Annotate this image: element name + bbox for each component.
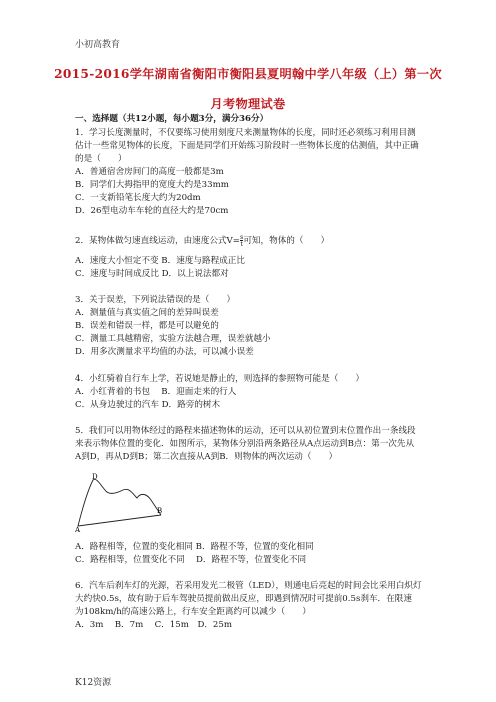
q2-options-cd: C．速度与时间成反比 D．以上说法都对 (75, 269, 229, 279)
q2-stem (75, 234, 329, 247)
label-d: D (92, 473, 98, 481)
q2-stem-post: 可知，物体的（ ） (243, 236, 330, 246)
path-diagram (75, 470, 165, 532)
q5-stem-line2: 来表示物体位置的变化．如图所示，某物体分别沿两条路径从A点运动到B点：第一次先从 (75, 439, 415, 449)
fraction-denominator: t (240, 240, 243, 248)
fraction-numerator: s (239, 233, 244, 241)
page-header: 小初高教育 (75, 40, 121, 50)
q1-stem-line2: 估计一些常见物体的长度，下面是同学们开始练习阶段时一些物体长度的估测值，其中正确 (75, 141, 419, 151)
q1-option-b: B．同学们大拇指甲的宽度大约是33mm (75, 180, 229, 190)
q6-stem-line1: 6．汽车后刹车灯的光源，若采用发光二极管（LED），则通电后亮起的时间会比采用白炽灯 (75, 581, 422, 591)
q3-stem: 3．关于误差，下列说法错误的是（ ） (75, 295, 236, 305)
section-heading: 一、选择题（共12小题，每小题3分，满分36分） (75, 114, 269, 124)
q1-option-c: C．一支新铅笔长度大约为20dm (75, 193, 201, 203)
q5-stem-line1: 5．我们可以用物体经过的路程来描述物体的运动，还可以从初位置到末位置作出一条线段 (75, 426, 416, 436)
title-line-2: 月考物理试卷 (210, 97, 286, 111)
q1-option-d: D．26型电动车车轮的直径大约是70cm (75, 206, 229, 216)
q2-options-ab: A．速度大小恒定不变 B．速度与路程成正比 (75, 256, 245, 266)
q5-stem-line3: A到D，再从D到B；第二次直接从A到B．则物体的两次运动（ ） (75, 452, 338, 462)
q1-stem-line1: 1．学习长度测量时，不仅要练习使用刻度尺来测量物体的长度，同时还必须练习利用目测 (75, 128, 416, 138)
q3-option-c: C．测量工具越精密，实验方法越合理，误差就越小 (75, 334, 271, 344)
q3-option-a: A．测量值与真实值之间的差异叫误差 (75, 308, 219, 318)
q6-stem-line2: 大约快0.5s，故有助于后车驾驶员提前做出反应，即遇到情况时可提前0.5s刹车．在限速 (75, 594, 412, 604)
q3-option-d: D．用多次测量求平均值的办法，可以减小误差 (75, 347, 254, 357)
page-footer: K12资源 (75, 678, 112, 688)
q4-options-ab: A．小红背着的书包 B．迎面走来的行人 (75, 387, 237, 397)
q4-options-cd: C．从身边驶过的汽车 D．路旁的树木 (75, 400, 221, 410)
q4-stem: 4．小红骑着自行车上学，若说她是静止的，则选择的参照物可能是（ ） (75, 374, 365, 384)
curved-path-adb (78, 479, 161, 526)
q1-stem-line3: 的是（ ） (75, 154, 127, 164)
straight-path-ab (78, 515, 161, 526)
title-line-1: 2015-2016学年湖南省衡阳市衡阳县夏明翰中学八年级（上）第一次 (54, 67, 442, 81)
label-a: A (75, 526, 81, 532)
q6-stem-line3: 为108km/h的高速公路上，行车安全距离约可以减少（ ） (75, 607, 311, 617)
label-b: B (157, 507, 163, 515)
q2-stem-pre: 2．某物体做匀速直线运动，由速度公式V= (75, 236, 240, 246)
q1-option-a: A．普通宿舍房间门的高度一般都是3m (75, 167, 224, 177)
q3-option-b: B．误差和错误一样，都是可以避免的 (75, 321, 219, 331)
q6-options: A．3m B．7m C．15m D．25m (75, 620, 233, 630)
q5-options-cd: C．路程相等，位置变化不同 D．路程不等，位置变化不同 (75, 555, 307, 565)
q5-options-ab: A．路程相等，位置的变化相同 B．路程不等，位置的变化相同 (75, 542, 314, 552)
